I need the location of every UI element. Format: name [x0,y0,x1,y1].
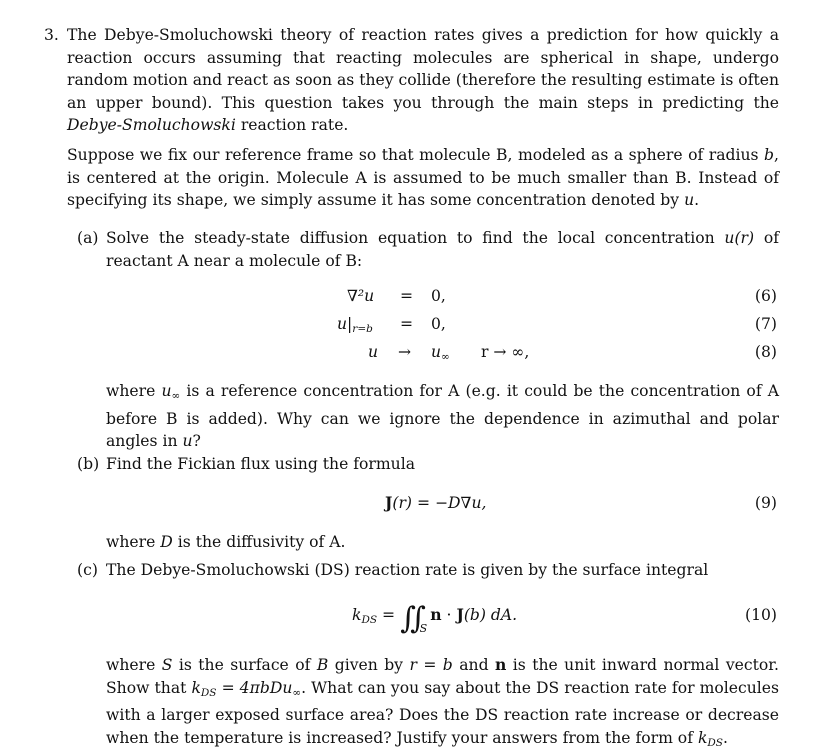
part-b-follow-text-2: is the diffusivity of A. [177,533,346,551]
part-a-follow-end: ? [192,432,201,451]
part-b-follow-text: where [106,533,156,551]
eq8-rel: → [398,343,412,361]
eq9-flux-symbol: J [385,493,393,512]
part-c-followup [106,654,779,754]
part-a-label: (a) [77,229,99,247]
setup-concentration-symbol: u [684,191,695,210]
eq10-k: k [352,606,362,624]
eq8-condition: r → ∞, [481,343,530,361]
eq7-rel: = [400,315,414,333]
eq6-rhs: 0, [431,287,446,305]
eq9-number: (9) [754,494,777,512]
part-c-k-sub: DS [200,686,217,699]
eq8-lhs [368,341,378,363]
eq10-flux: J [456,605,464,624]
part-c-prompt: The Debye-Smoluchowski (DS) reaction rate is given by the surface integral [106,561,709,579]
setup-end: . [694,191,700,210]
intro-end: reaction rate. [240,116,349,135]
double-integral-symbol: ∬ [400,601,412,636]
part-a-uinf: u [161,382,172,400]
part-a-prompt [106,227,779,272]
part-a-text: Solve the steady-state diffusion equation to find the local concentration [106,229,715,247]
eq10-equals: = [382,606,396,624]
part-a-u: u [182,432,193,451]
eq9-body: (r) = −D∇u, [392,494,487,512]
part-c-S: S [161,656,173,674]
part-a-follow-text-2: is a reference concentration for A (e.g. it could be the concentration of A before B is added). Why can we ignore the dependence in azimuthal and polar angles in [106,382,779,451]
part-c-follow-text-5: is the unit inward normal vector. Show that [106,656,779,697]
part-c-follow-text-7: . What can you say about the DS reaction rate for molecules with a larger exposed surface area? Does the DS reaction rate increase or decrease when the temperature is increased? Justify your answers from the form of [106,678,779,747]
eq8-rhs-sub: ∞ [441,351,450,363]
setup-text-2: , is centered at the origin. Molecule A is assumed to be much smaller than B. Instead of specifying its shape, we simply assume it has some concentration denoted by [67,146,779,210]
eq7-lhs [337,313,373,340]
intro-text: The Debye-Smoluchowski theory of reaction rates gives a prediction for how quickly a reaction occurs assuming that reacting molecules are spherical in shape, undergo random motion and react as soon as they collide (therefore the resulting estimate is often an upper bound). This question takes you through the main steps in predicting the [67,26,779,112]
eq10-number: (10) [744,606,777,624]
part-c-follow-text-4: and [459,656,489,674]
eq10-rest: (b) dA. [463,606,518,624]
eq10-surface-sub: S [419,622,428,635]
setup-radius-symbol: b [764,146,775,164]
part-b-followup [106,531,779,554]
question-intro [67,24,779,137]
eq10-normal: n [430,605,442,624]
eq8-number: (8) [754,343,777,361]
eq6-number: (6) [754,287,777,305]
part-b-prompt: Find the Fickian flux using the formula [106,455,415,473]
part-c-formula-sub: ∞ [292,686,302,699]
eq8-rhs [431,341,450,368]
part-b-D: D [160,533,173,551]
question-setup [67,144,779,212]
part-c-follow-text: where [106,656,156,674]
eq7-lhs-sub: r=b [352,323,373,335]
eq10-dot: · [446,606,452,624]
eq7-number: (7) [754,315,777,333]
intro-emphasis: Debye-Smoluchowski [67,116,236,135]
eq10 [352,601,518,640]
part-c-follow-end: . [723,728,728,747]
eq7-lhs-text: u| [337,315,353,333]
eq6-lhs [347,285,374,307]
setup-text: Suppose we fix our reference frame so that molecule B, modeled as a sphere of radius [67,146,759,164]
eq6-lhs-text: ∇²u [347,287,375,305]
part-c-k2: k [697,728,708,747]
part-c-B: B [316,656,329,674]
part-b-label: (b) [77,455,100,473]
part-c-label: (c) [77,561,98,579]
eq7-rhs: 0, [431,315,446,333]
part-c-n: n [495,655,507,674]
part-a-ur: u(r) [724,229,755,247]
question-number: 3. [44,26,59,44]
eq8-rhs-text: u [431,343,442,361]
part-a-uinf-sub: ∞ [171,390,181,402]
eq6-rel: = [400,287,414,305]
eq8-lhs-text: u [368,343,379,361]
part-c-k2-sub: DS [707,736,724,749]
eq9 [385,492,486,514]
part-c-rb: r = b [409,656,453,674]
part-c-follow-text-3: given by [334,656,403,674]
part-a-follow-text: where [106,382,156,400]
part-c-formula: = 4πbDu [221,678,293,697]
part-c-k: k [191,678,201,697]
part-c-follow-text-2: is the surface of [178,656,311,674]
eq10-k-sub: DS [361,614,378,626]
part-a-followup [106,380,779,453]
part-a-text-2: of reactant A near a molecule of B: [106,229,779,270]
